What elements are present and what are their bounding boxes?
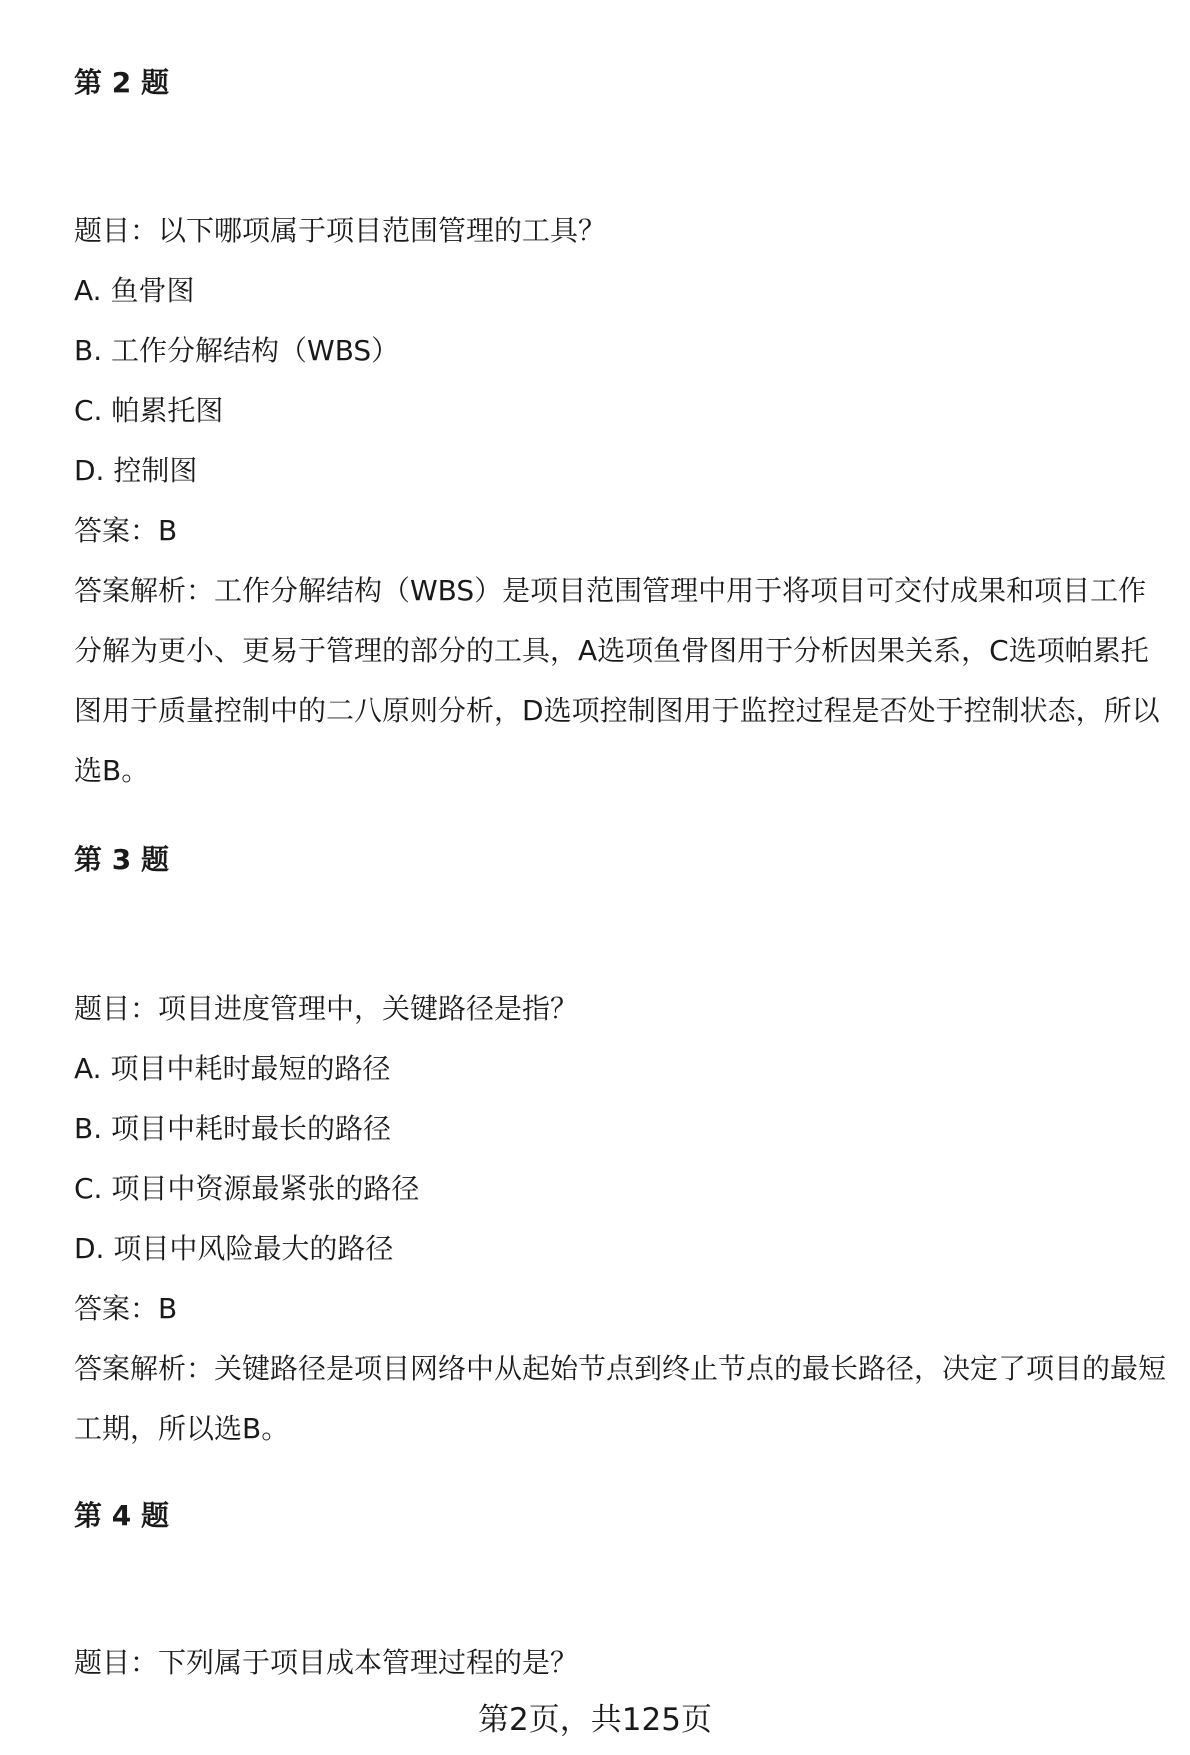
question-stem: 题目：项目进度管理中，关键路径是指？ [74,992,579,1025]
answer-analysis: 答案解析：关键路径是项目网络中从起始节点到终止节点的最长路径，决定了项目的最短工期，所以选B。 [74,1352,1167,1445]
option-a: A. 鱼骨图 [74,274,195,307]
option-c: C. 项目中资源最紧张的路径 [74,1172,420,1205]
option-d: D. 项目中风险最大的路径 [74,1232,394,1265]
question-stem: 题目：下列属于项目成本管理过程的是？ [74,1646,579,1679]
option-c: C. 帕累托图 [74,394,224,427]
answer-analysis: 答案解析：工作分解结构（WBS）是项目范围管理中用于将项目可交付成果和项目工作分解为更小、更易于管理的部分的工具，A选项鱼骨图用于分析因果关系，C选项帕累托图用于质量控制中的二八原则分析，D选项控制图用于监控过程是否处于控制状态，所以选B。 [74,574,1160,787]
page-number: 第2页，共125页 [478,1702,712,1738]
option-a: A. 项目中耗时最短的路径 [74,1052,391,1085]
question-stem: 题目：以下哪项属于项目范围管理的工具？ [74,214,607,247]
question-heading: 第 4 题 [74,1499,169,1532]
question-heading: 第 3 题 [74,843,169,876]
answer: 答案：B [74,1292,178,1325]
answer: 答案：B [74,514,178,547]
option-d: D. 控制图 [74,454,198,487]
option-b: B. 工作分解结构（WBS） [74,334,400,367]
question-heading: 第 2 题 [74,66,169,99]
option-b: B. 项目中耗时最长的路径 [74,1112,392,1145]
